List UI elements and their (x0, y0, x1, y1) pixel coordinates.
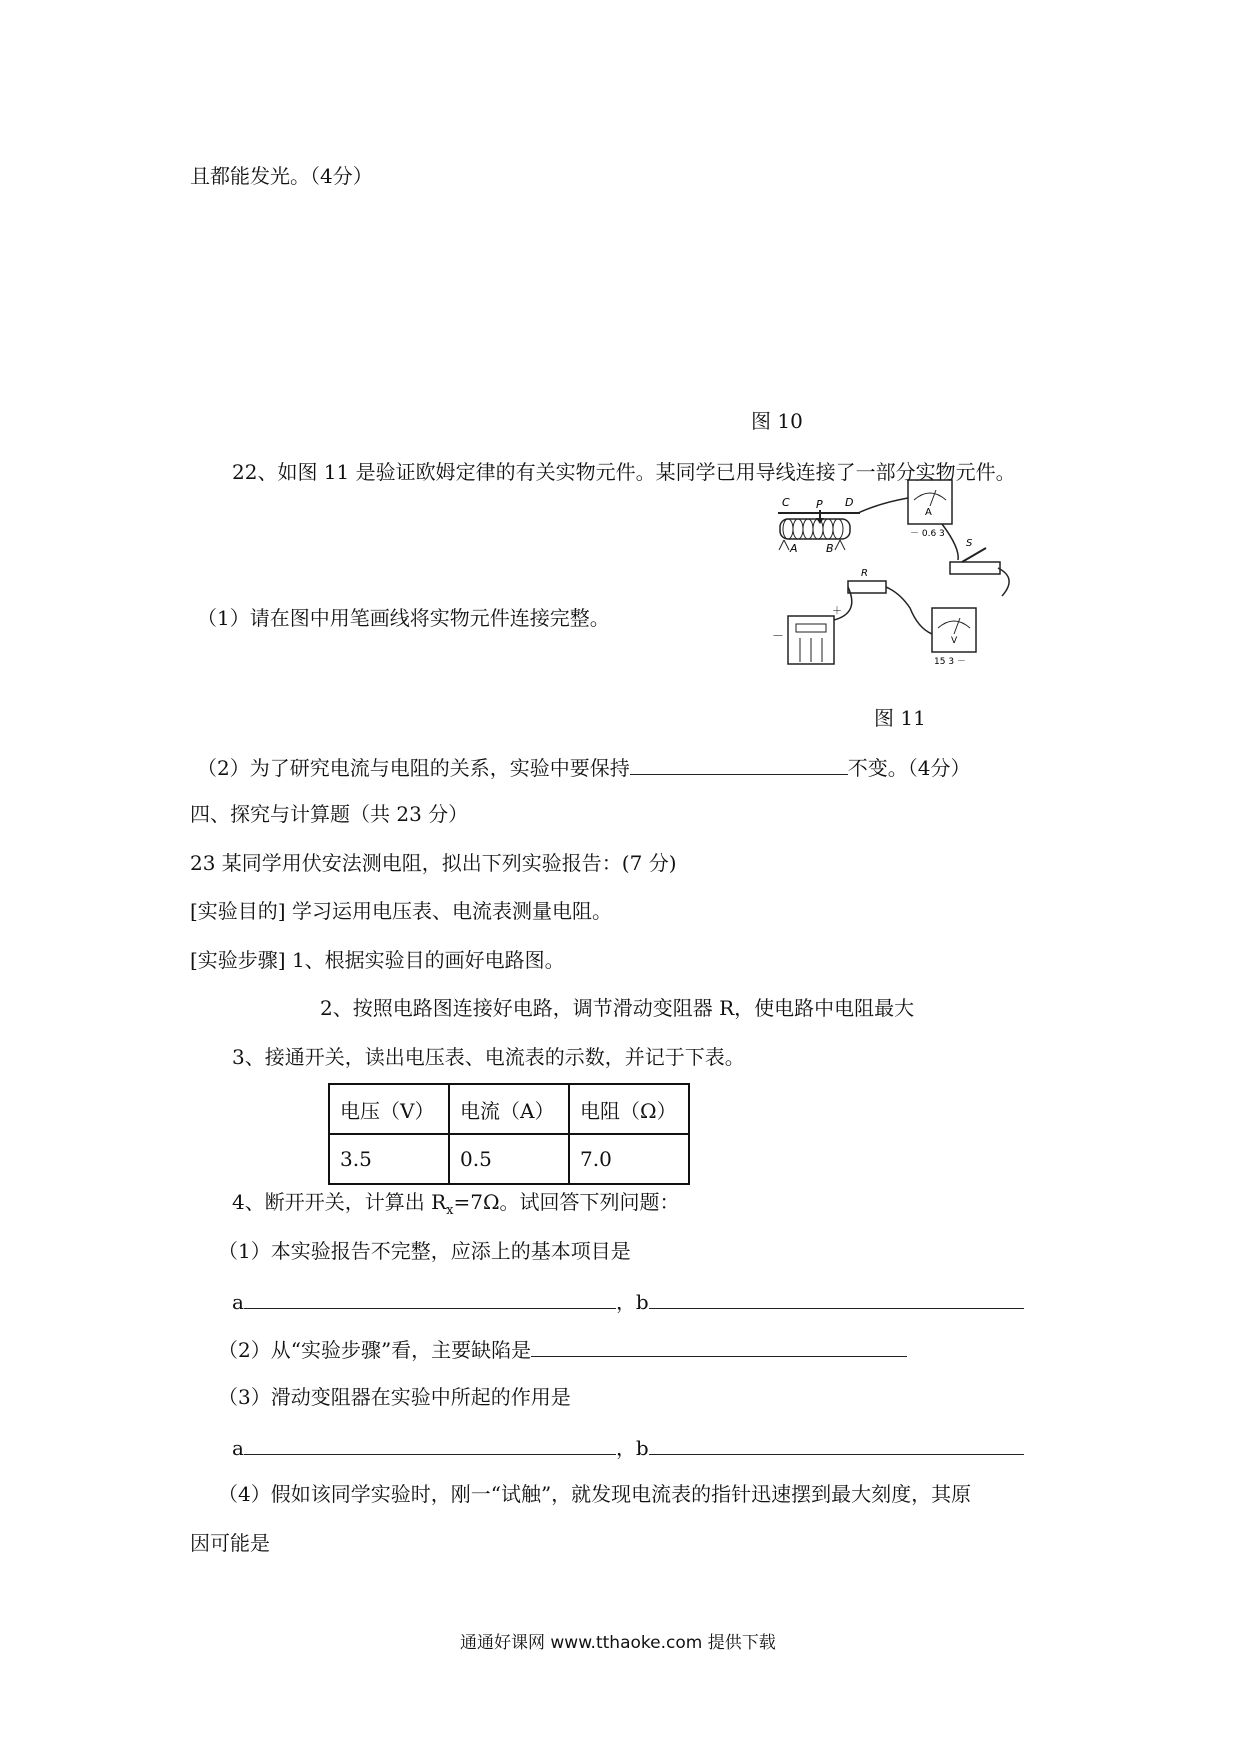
question-22-part-2-tail: 不变。（4分） (847, 756, 971, 780)
experiment-step-4 (232, 1192, 680, 1217)
experiment-purpose: [实验目的] 学习运用电压表、电流表测量电阻。 (190, 899, 612, 923)
switch-label: S (966, 538, 973, 549)
rheostat-label-a: A (790, 542, 798, 555)
answer-label-b: ，b (615, 1436, 649, 1460)
step-4-tail: =7Ω。试回答下列问题： (453, 1190, 680, 1214)
resistor-label: R (861, 568, 868, 579)
ammeter-scale: － 0.6 3 (910, 529, 945, 539)
answer-blank-2[interactable] (531, 1338, 907, 1357)
answer-blank-1a[interactable] (244, 1290, 616, 1309)
answer-blank-3a[interactable] (244, 1436, 616, 1455)
rheostat-label-p: P (816, 498, 823, 511)
table-header-voltage: 电压（V） (329, 1084, 449, 1134)
table-row (329, 1134, 689, 1184)
table-cell-resistance: 7.0 (569, 1134, 689, 1184)
voltmeter-scale: 15 3 － (934, 657, 966, 667)
experiment-step-3: 3、接通开关，读出电压表、电流表的示数，并记于下表。 (232, 1045, 745, 1069)
section-4-heading: 四、探究与计算题（共 23 分） (190, 802, 469, 826)
answer-label-a: a (232, 1290, 244, 1314)
sub-question-4: （4）假如该同学实验时，刚一“试触”，就发现电流表的指针迅速摆到最大刻度，其原 (218, 1482, 972, 1506)
rheostat-label-b: B (826, 542, 834, 555)
step-4-text: 4、断开开关，计算出 R (232, 1190, 447, 1214)
figure-11-circuit (770, 478, 1020, 678)
sub-question-1-answers (232, 1290, 1024, 1312)
answer-blank-3b[interactable] (649, 1436, 1024, 1455)
rheostat-label-c: C (782, 496, 790, 509)
experiment-step-1: [实验步骤] 1、根据实验目的画好电路图。 (190, 948, 565, 972)
answer-label-b: ，b (615, 1290, 649, 1314)
battery-plus: ＋ (832, 606, 842, 617)
question-23: 23 某同学用伏安法测电阻，拟出下列实验报告：(7 分) (190, 851, 677, 875)
question-22-part-2-text: （2）为了研究电流与电阻的关系，实验中要保持 (197, 756, 630, 780)
measurement-table (328, 1083, 690, 1185)
rheostat-label-d: D (845, 496, 854, 509)
table-header-row (329, 1084, 689, 1134)
sub-question-2 (218, 1338, 907, 1360)
sub-question-1: （1）本实验报告不完整，应添上的基本项目是 (218, 1239, 631, 1263)
battery-minus: － (772, 629, 785, 643)
figure-11-caption: 图 11 (874, 706, 926, 730)
question-22-part-2 (197, 756, 970, 778)
sub-question-3-answers (232, 1436, 1024, 1458)
line-continuation: 且都能发光。（4分） (190, 164, 373, 188)
experiment-step-2: 2、按照电路图连接好电路，调节滑动变阻器 R，使电路中电阻最大 (320, 996, 915, 1020)
answer-blank-1b[interactable] (649, 1290, 1024, 1309)
answer-label-a: a (232, 1436, 244, 1460)
sub-question-2-text: （2）从“实验步骤”看，主要缺陷是 (218, 1338, 532, 1362)
sub-question-3: （3）滑动变阻器在实验中所起的作用是 (218, 1385, 571, 1409)
ammeter-symbol: A (925, 507, 932, 518)
step-4-subscript: x (446, 1203, 454, 1218)
table-cell-current: 0.5 (449, 1134, 569, 1184)
answer-blank-constant[interactable] (630, 756, 848, 775)
sub-question-4-continued: 因可能是 (190, 1531, 270, 1555)
table-header-resistance: 电阻（Ω） (569, 1084, 689, 1134)
question-22: 22、如图 11 是验证欧姆定律的有关实物元件。某同学已用导线连接了一部分实物元件。 (232, 460, 1016, 484)
voltmeter-symbol: V (951, 636, 958, 646)
table-header-current: 电流（A） (449, 1084, 569, 1134)
figure-10-caption: 图 10 (751, 409, 803, 433)
page-footer: 通通好课网 www.tthaoke.com 提供下载 (460, 1633, 776, 1653)
question-22-part-1: （1）请在图中用笔画线将实物元件连接完整。 (197, 606, 610, 630)
table-cell-voltage: 3.5 (329, 1134, 449, 1184)
